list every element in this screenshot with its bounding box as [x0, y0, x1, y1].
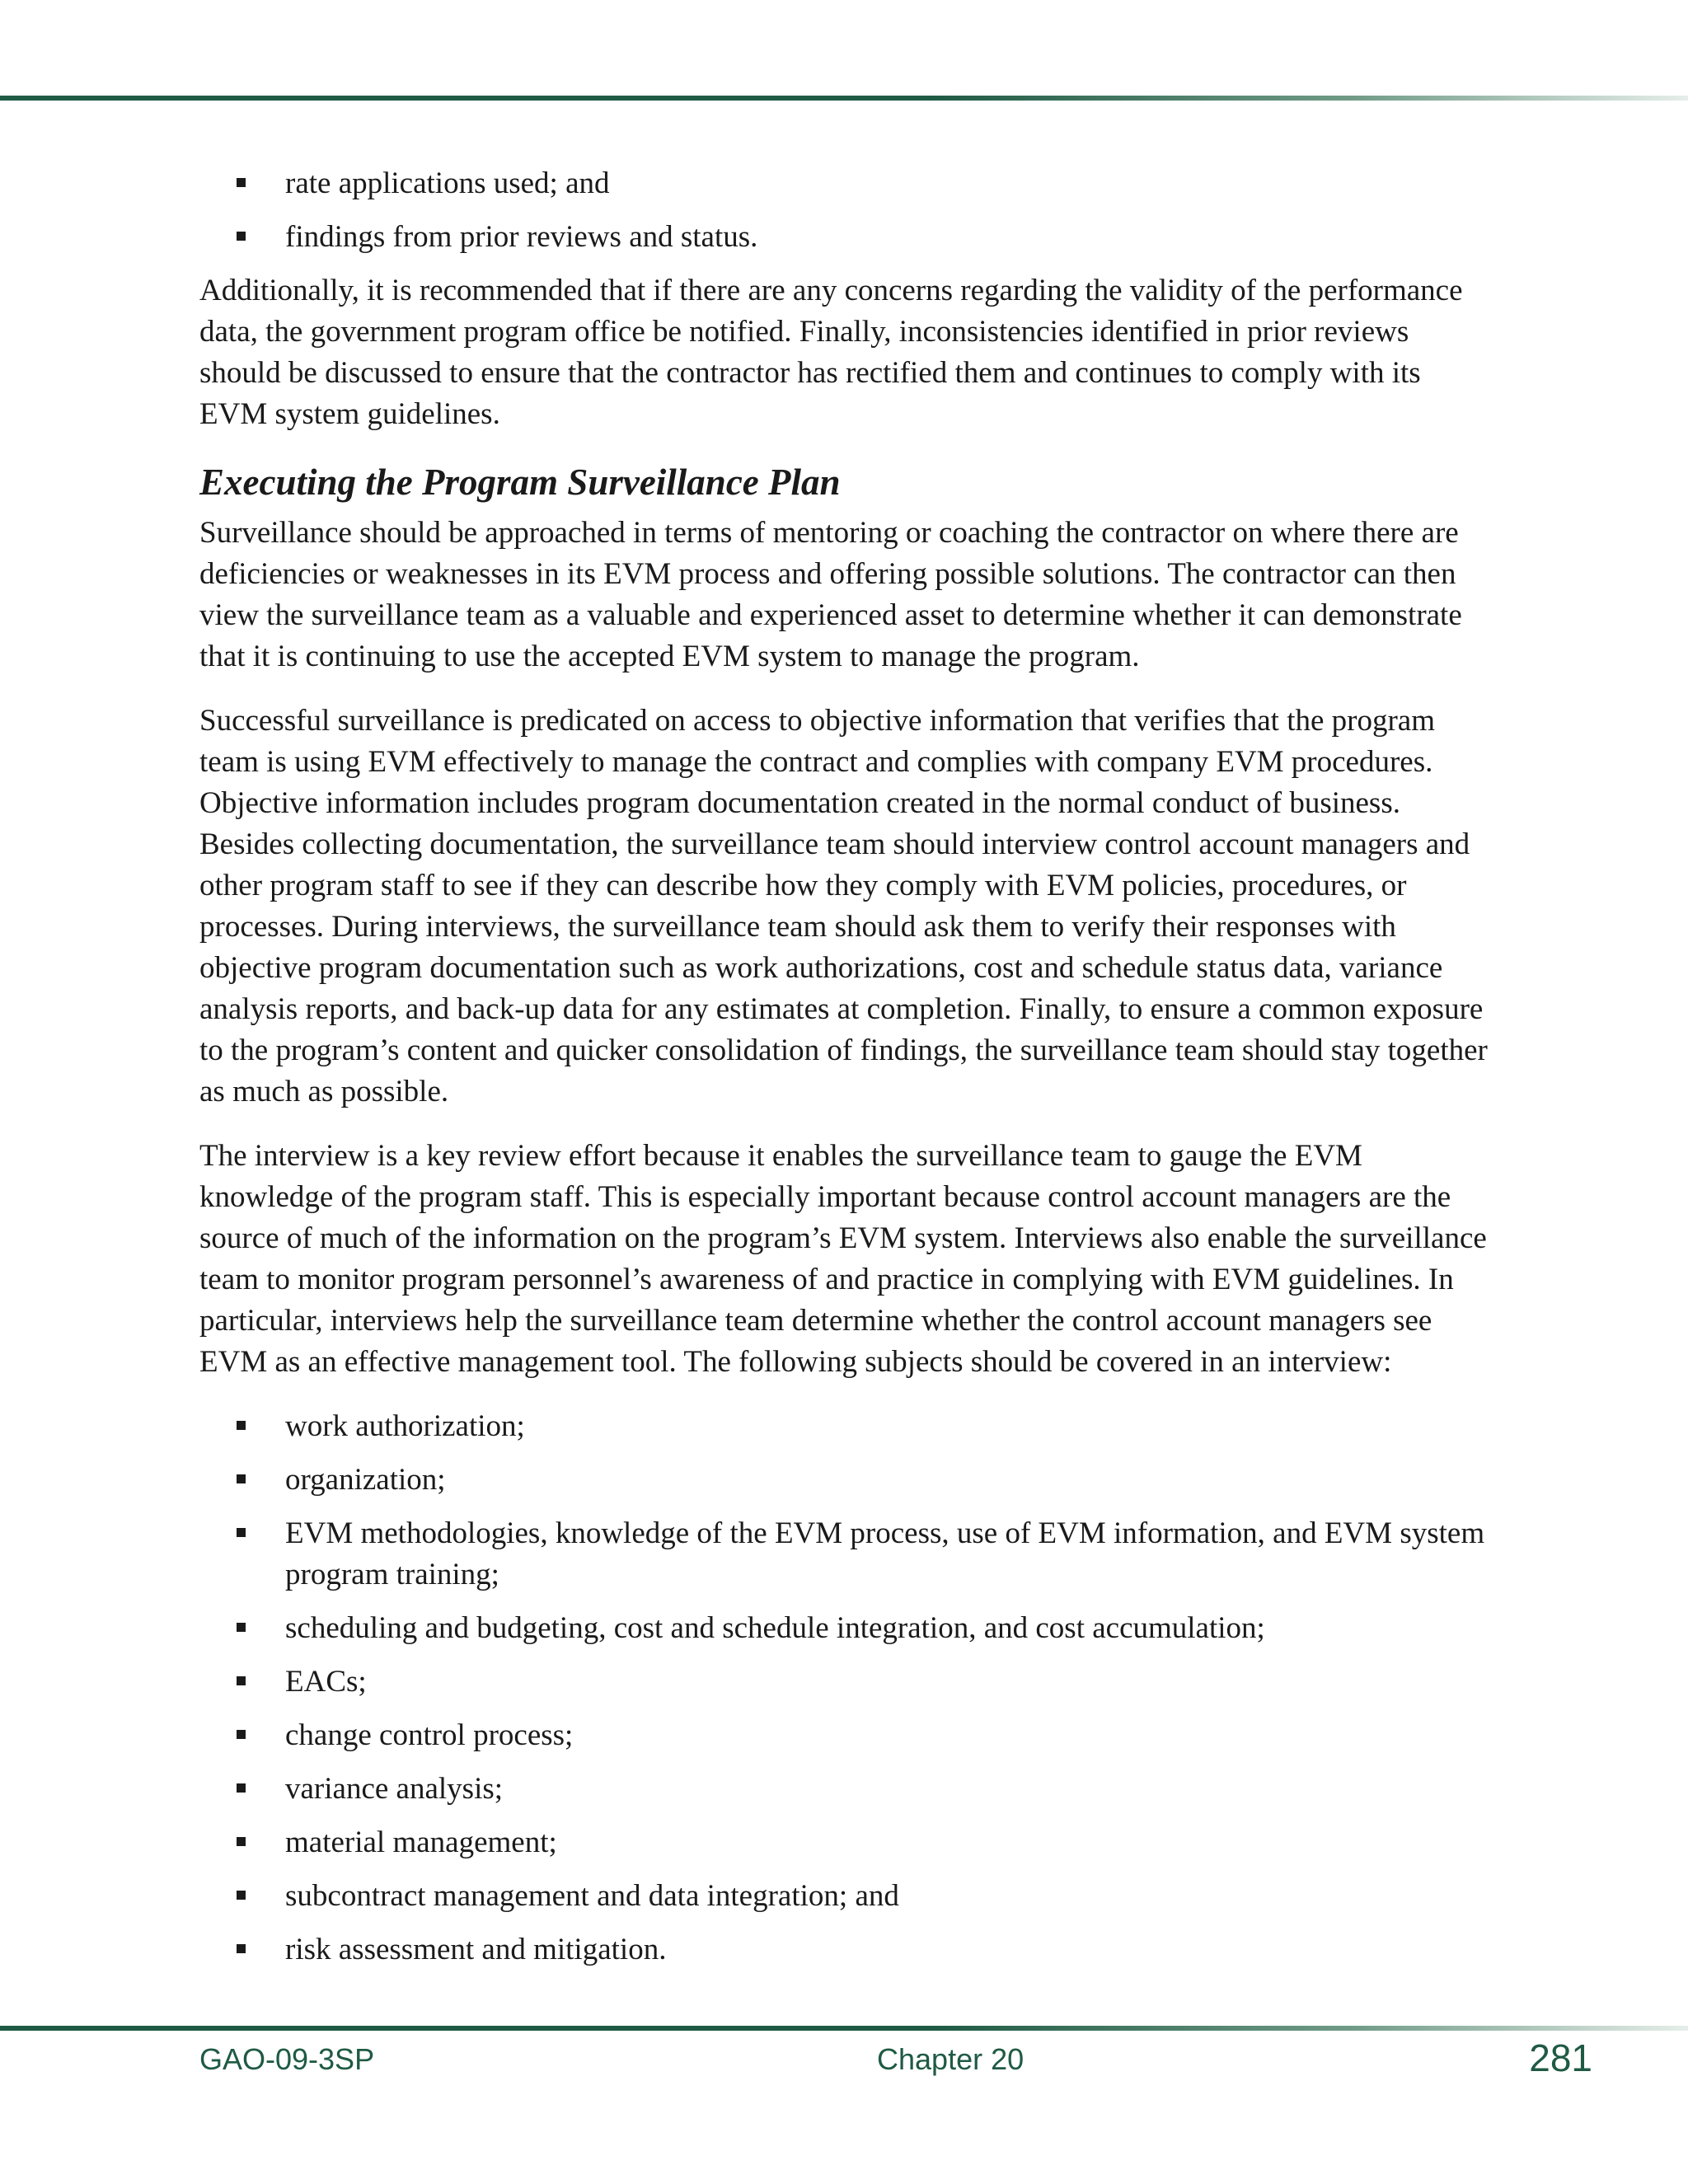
list-item — [199, 1769, 1493, 1810]
square-bullet-icon — [237, 1783, 246, 1793]
list-item-text: material management; — [285, 1825, 557, 1859]
list-item-text: findings from prior reviews and status. — [285, 220, 758, 254]
square-bullet-icon — [237, 1730, 246, 1739]
header-rule — [0, 96, 1688, 101]
list-item — [199, 1715, 1493, 1756]
paragraph-surveillance-approach: Surveillance should be approached in terms of mentoring or coaching the contractor on where there are deficiencies or weaknesses in its EVM process and offering possible solutions. The contractor can then view the surveillance team as a valuable and experienced asset to determine whether it can demonstrate that it is continuing to use the accepted EVM system to manage the program. — [199, 516, 1462, 673]
paragraph-additionally: Additionally, it is recommended that if there are any concerns regarding the validity of the performance data, the government program office be notified. Finally, inconsistencies identified in prior reviews should be discussed to ensure that the contractor has rectified them and continues to comply with its EVM system guidelines. — [199, 274, 1463, 431]
list-item — [199, 217, 1493, 258]
list-item — [199, 1406, 1493, 1447]
page-number: 281 — [1529, 2036, 1592, 2079]
paragraph-successful-surveillance: Successful surveillance is predicated on access to objective information that verifies that the program team is using EVM effectively to manage the contract and complies with company EVM procedures. Objective information includes program documentation created in the normal conduct of business. Besides collecting documentation, the surveillance team should interview control account managers and other program staff to see if they can describe how they comply with EVM policies, procedures, or processes. During interviews, the surveillance team should ask them to verify their responses with objective program documentation such as work authorizations, cost and schedule status data, variance analysis reports, and back-up data for any estimates at completion. Finally, to ensure a common exposure to the program’s content and quicker consolidation of findings, the surveillance team should stay together as much as possible. — [199, 704, 1488, 1108]
list-item — [199, 1513, 1493, 1596]
interview-subject-list — [199, 1406, 1493, 1971]
chapter-label: Chapter 20 — [877, 2042, 1025, 2076]
list-item-text: subcontract management and data integration; and — [285, 1879, 899, 1913]
report-id: GAO-09-3SP — [199, 2042, 375, 2076]
list-item-text: organization; — [285, 1463, 446, 1497]
square-bullet-icon — [237, 178, 246, 187]
square-bullet-icon — [237, 1676, 246, 1685]
square-bullet-icon — [237, 1528, 246, 1537]
page-content — [199, 163, 1493, 1983]
list-item-text: rate applications used; and — [285, 166, 610, 200]
square-bullet-icon — [237, 1421, 246, 1430]
paragraph-interview: The interview is a key review effort because it enables the surveillance team to gauge the EVM knowledge of the program staff. This is especially important because control account managers are the source of much of the information on the program’s EVM system. Interviews also enable the surveillance team to monitor program personnel’s awareness of and practice in complying with EVM guidelines. In particular, interviews help the surveillance team determine whether the control account managers see EVM as an effective management tool. The following subjects should be covered in an interview: — [199, 1139, 1487, 1379]
list-item — [199, 1661, 1493, 1703]
list-item — [199, 1460, 1493, 1501]
list-item-text: variance analysis; — [285, 1772, 504, 1806]
top-bullet-list — [199, 163, 1493, 258]
list-item — [199, 163, 1493, 204]
square-bullet-icon — [237, 1474, 246, 1483]
section-heading: Executing the Program Surveillance Plan — [199, 462, 841, 503]
square-bullet-icon — [237, 1837, 246, 1846]
list-item-text: scheduling and budgeting, cost and schedule integration, and cost accumulation; — [285, 1611, 1265, 1645]
square-bullet-icon — [237, 232, 246, 241]
list-item-text: change control process; — [285, 1718, 574, 1752]
list-item-text: work authorization; — [285, 1409, 525, 1443]
list-item — [199, 1822, 1493, 1863]
square-bullet-icon — [237, 1891, 246, 1900]
list-item — [199, 1876, 1493, 1917]
list-item-text: EACs; — [285, 1665, 367, 1699]
footer-rule — [0, 2026, 1688, 2031]
square-bullet-icon — [237, 1944, 246, 1953]
square-bullet-icon — [237, 1623, 246, 1632]
list-item-text: EVM methodologies, knowledge of the EVM process, use of EVM information, and EVM system program training; — [285, 1516, 1485, 1591]
list-item — [199, 1929, 1493, 1971]
page-footer — [0, 2036, 1688, 2085]
list-item — [199, 1608, 1493, 1649]
list-item-text: risk assessment and mitigation. — [285, 1933, 667, 1966]
